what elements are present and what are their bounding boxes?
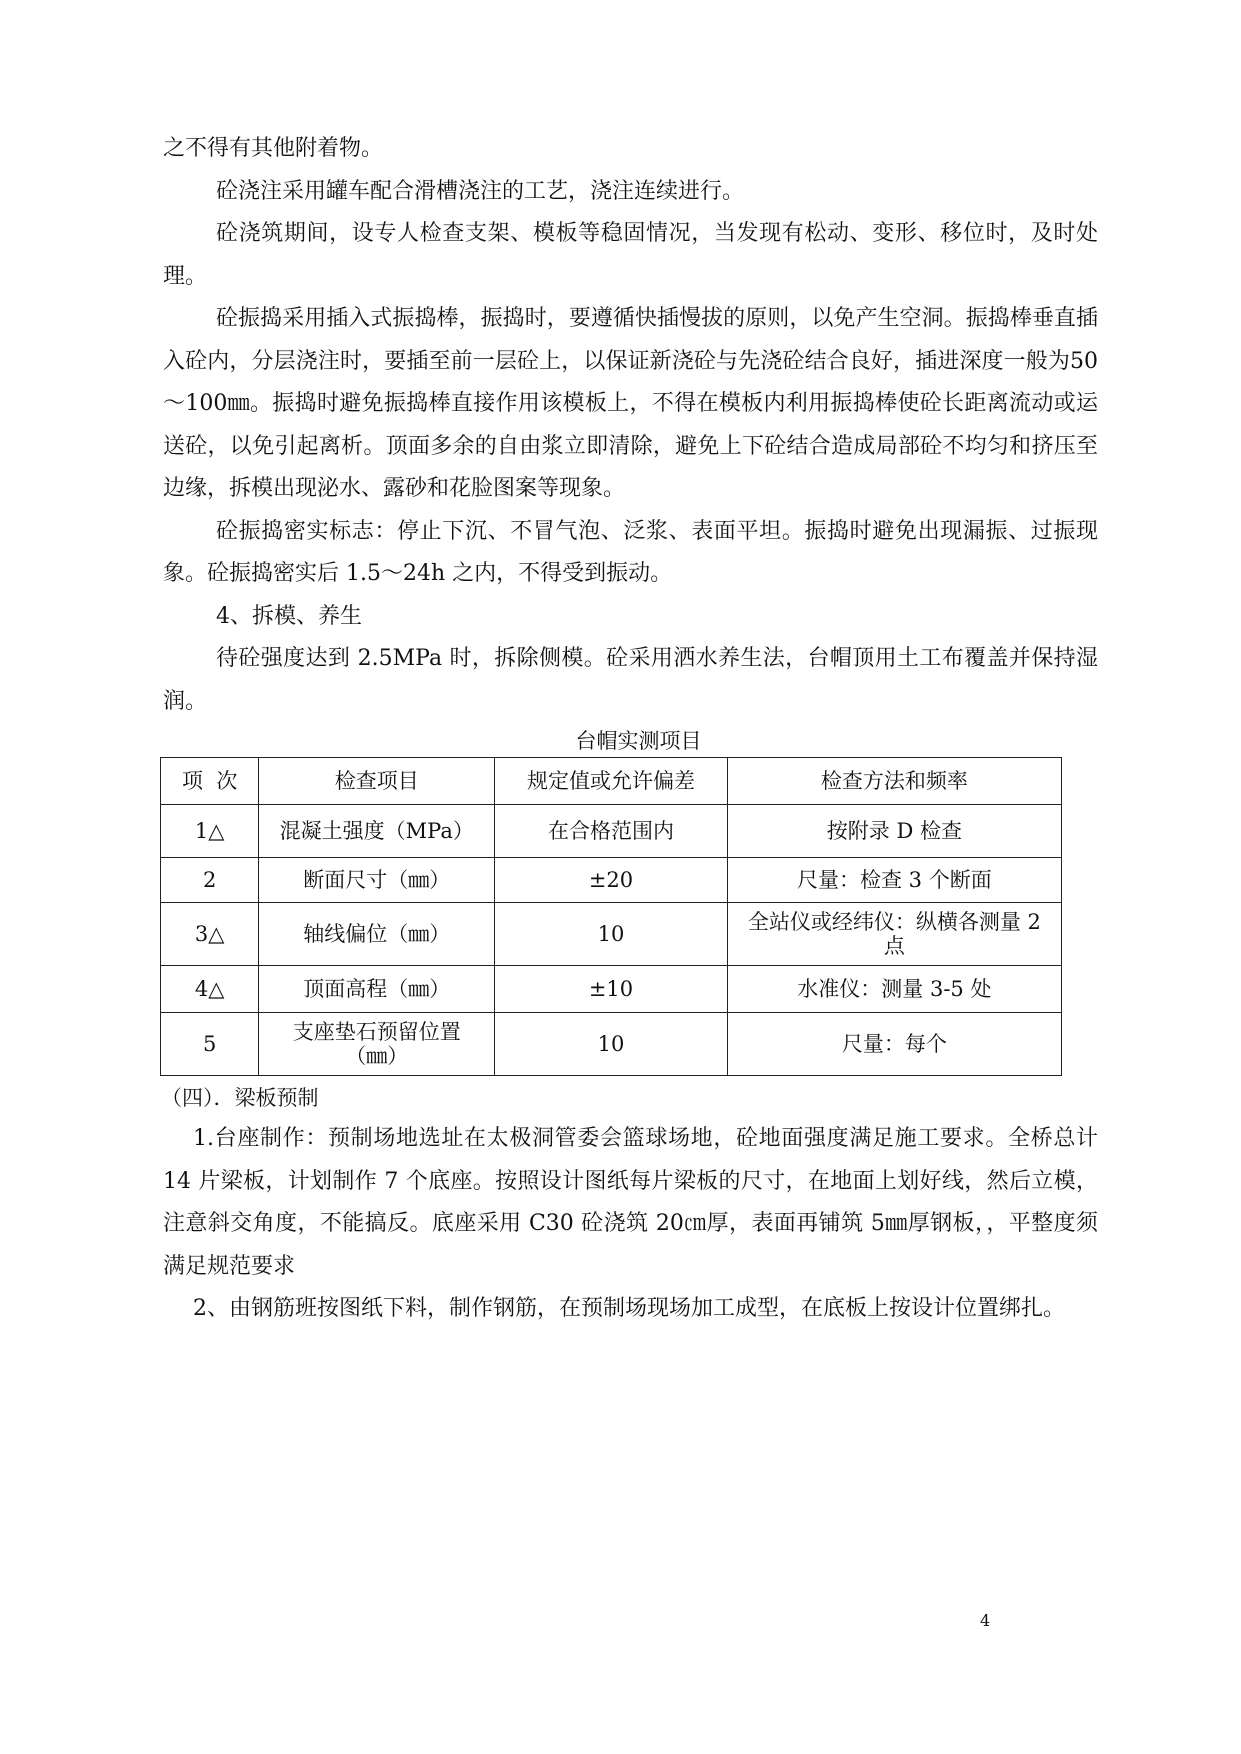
paragraph-2: 砼浇注采用罐车配合滑槽浇注的工艺，浇注连续进行。 [216, 178, 745, 204]
cell-item-no: 2 [161, 858, 259, 903]
paragraph-6: 待砼强度达到 2.5MPa 时，拆除侧模。砼采用洒水养生法，台帽顶用土工布覆盖并保持湿润。 [163, 646, 1098, 714]
cell-item-no: 5 [161, 1013, 259, 1076]
header-tolerance: 规定值或允许偏差 [495, 758, 728, 805]
header-method: 检查方法和频率 [727, 758, 1061, 805]
cell-check-item: 支座垫石预留位置（㎜） [259, 1013, 495, 1076]
table-row [161, 805, 1062, 858]
cell-item-no: 1△ [161, 805, 259, 858]
cell-method: 全站仪或经纬仪：纵横各测量 2 点 [727, 903, 1061, 966]
paragraph-3: 砼浇筑期间，设专人检查支架、模板等稳固情况，当发现有松动、变形、移位时，及时处理。 [163, 221, 1098, 289]
cell-method: 尺量：每个 [727, 1013, 1061, 1076]
table-caption: 台帽实测项目 [575, 729, 702, 753]
table-header-row [161, 758, 1062, 805]
cell-tolerance: 10 [495, 903, 728, 966]
cell-check-item: 轴线偏位（㎜） [259, 903, 495, 966]
cell-method: 水准仪：测量 3-5 处 [727, 966, 1061, 1013]
cell-check-item: 顶面高程（㎜） [259, 966, 495, 1013]
cell-tolerance: ±10 [495, 966, 728, 1013]
cell-method: 按附录 D 检查 [727, 805, 1061, 858]
cell-tolerance: 在合格范围内 [495, 805, 728, 858]
page-number: 4 [980, 1611, 991, 1630]
cell-tolerance: ±20 [495, 858, 728, 903]
inspection-table [160, 757, 1062, 1076]
table-row [161, 1013, 1062, 1076]
paragraph-1: 之不得有其他附着物。 [163, 136, 384, 161]
cell-item-no: 3△ [161, 903, 259, 966]
subsection-heading-demold-curing: 4、拆模、养生 [216, 603, 362, 629]
paragraph-4: 砼振捣采用插入式振捣棒，振捣时，要遵循快插慢拔的原则，以免产生空洞。振捣棒垂直插入砼内，分层浇注时，要插至前一层砼上，以保证新浇砼与先浇砼结合良好，插进深度一般为50～100㎜。振捣时避免振捣棒直接作用该模板上，不得在模板内利用振捣棒使砼长距离流动或运送砼，以免引起离析。顶面多余的自由浆立即清除，避免上下砼结合造成局部砼不均匀和挤压至边缘，拆模出现泌水、露砂和花脸图案等现象。 [163, 306, 1098, 501]
cell-check-item: 混凝土强度（MPa） [259, 805, 495, 858]
table-row [161, 903, 1062, 966]
document-page [163, 128, 1098, 1331]
header-check-item: 检查项目 [259, 758, 495, 805]
header-item-no: 项 次 [161, 758, 259, 805]
cell-item-no: 4△ [161, 966, 259, 1013]
table-row [161, 858, 1062, 903]
cell-tolerance: 10 [495, 1013, 728, 1076]
cell-check-item: 断面尺寸（㎜） [259, 858, 495, 903]
cell-method: 尺量：检查 3 个断面 [727, 858, 1061, 903]
paragraph-7: 1.台座制作：预制场地选址在太极洞管委会篮球场地，砼地面强度满足施工要求。全桥总计 14 片梁板，计划制作 7 个底座。按照设计图纸每片梁板的尺寸，在地面上划好线，然后立模，注意斜交角度，不能搞反。底座采用 C30 砼浇筑 20㎝厚，表面再铺筑 5㎜厚钢板，，平整度须满足规范要求 [163, 1126, 1098, 1279]
table-row [161, 966, 1062, 1013]
paragraph-8: 2、由钢筋班按图纸下料，制作钢筋，在预制场现场加工成型，在底板上按设计位置绑扎。 [193, 1296, 1066, 1321]
section-heading-beam-prefab: （四）．梁板预制 [161, 1086, 319, 1110]
paragraph-5: 砼振捣密实标志：停止下沉、不冒气泡、泛浆、表面平坦。振捣时避免出现漏振、过振现象。砼振捣密实后 1.5～24h 之内，不得受到振动。 [163, 518, 1098, 586]
